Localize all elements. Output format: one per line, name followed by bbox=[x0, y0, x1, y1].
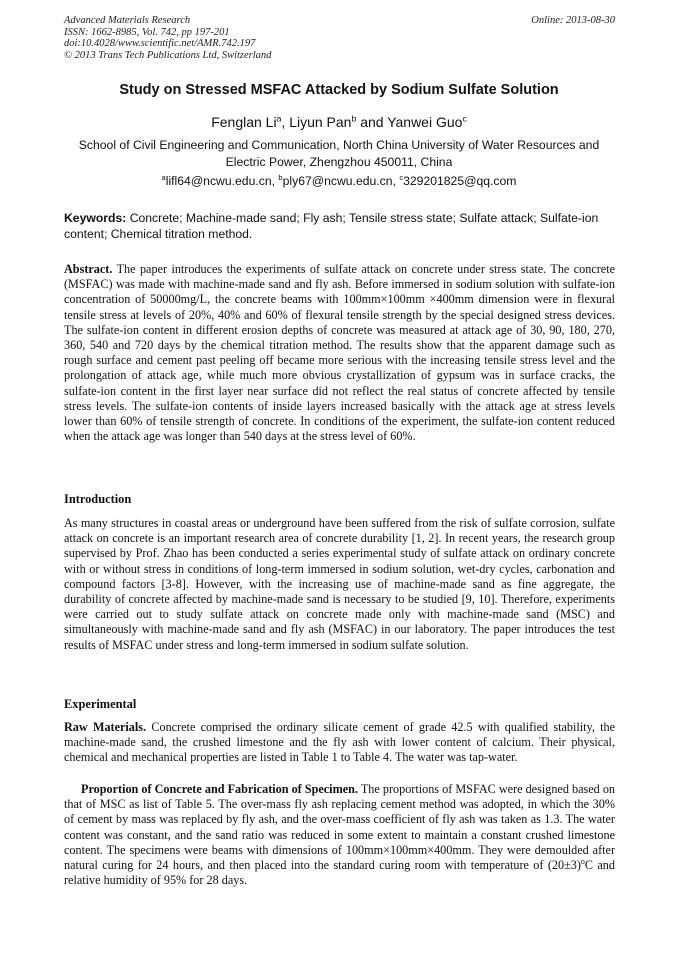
author-superscript: c bbox=[462, 113, 467, 124]
affiliation: School of Civil Engineering and Communication, North China University of Water Resources and Electric Power, Zhengzhou 450011, China bbox=[78, 138, 600, 169]
email-link[interactable]: ply67@ncwu.edu.cn bbox=[282, 174, 393, 188]
author-name: Liyun Pan bbox=[289, 114, 352, 130]
author-superscript: b bbox=[351, 113, 357, 124]
email-superscript: c bbox=[399, 172, 404, 182]
journal-issn: ISSN: 1662-8985, Vol. 742, pp 197-201 bbox=[64, 26, 230, 38]
abstract bbox=[64, 262, 615, 444]
author-name: Yanwei Guo bbox=[387, 114, 463, 130]
abstract-text: The paper introduces the experiments of sulfate attack on concrete under stress state. The concrete (MSFAC) was made with machine-made sand and fly ash. Before immersed in sodium solution with sulfate-ion concentration of 50000mg/L, the concrete beams with 100mm×100mm ×400mm dimension were in flexural tensile stress at levels of 20%, 40% and 60% of flexural tensile strength by the special designed stress devices. The sulfate-ion content in different erosion depths of concrete was measured at attack age of 30, 90, 180, 270, 360, 540 and 720 days by the chemical titration method. The results show that the apparent damage such as rough surface and cement past peeling off became more serious with the increasing tensile stress level and the prolongation of attack age, while much more obvious crystallization of gypsum was in surface cracks, the sulfate-ion content in the first layer near surface did not reflect the real status of concrete affected by tensile stress levels. The sulfate-ion contents of inside layers increased basically with the attack age at stress levels lower than 60% of tensile strength of concrete. In conditions of the experiment, the sulfate-ion content reduced when the attack age was longer than 540 days at the stress level of 60%. bbox=[64, 262, 616, 444]
degree-superscript: o bbox=[580, 856, 585, 866]
journal-copyright: © 2013 Trans Tech Publications Ltd, Switzerland bbox=[64, 49, 272, 61]
email-superscript: b bbox=[278, 172, 283, 182]
proportion-label: Proportion of Concrete and Fabrication of Specimen. bbox=[81, 782, 358, 796]
email-separator: , bbox=[271, 174, 279, 188]
experimental-heading: Experimental bbox=[64, 697, 137, 711]
proportion-paragraph bbox=[64, 782, 615, 888]
proportion-text-end: C and relative humidity of 95% for 28 days. bbox=[64, 858, 615, 888]
author-name: Fenglan Li bbox=[211, 114, 277, 130]
introduction-text: As many structures in coastal areas or underground have been suffered from the risk of sulfate corrosion, sulfate attack on concrete is an important research area of concrete durability [1, 2]. In recent years, the research group supervised by Prof. Zhao has been conducted a series experimental study of sulfate attack on ordinary concrete with or without stress in conditions of long-term immersed in sodium solution, wet-dry cycles, carbonation and compound factors [3-8]. However, with the increasing use of machine-made sand as fine aggregate, the durability of concrete affected by machine-made sand is necessary to be studied [9, 10]. Therefore, experiments were carried out to study sulfate attack on concrete made only with machine-made sand (MSC) and simultaneously with machine-made sand and fly ash (MSFAC) in our laboratory. The paper introduces the test results of MSFAC under stress and long-term immersed in sodium sulfate solution. bbox=[64, 516, 615, 652]
author-superscript: a bbox=[276, 113, 282, 124]
introduction-heading: Introduction bbox=[64, 492, 132, 506]
email-link[interactable]: lifl64@ncwu.edu.cn bbox=[165, 174, 272, 188]
author-separator: and bbox=[356, 114, 388, 130]
keywords-text: Concrete; Machine-made sand; Fly ash; Tensile stress state; Sulfate attack; Sulfate-ion content; Chemical titration method. bbox=[64, 211, 599, 241]
paper-title: Study on Stressed MSFAC Attacked by Sodium Sulfate Solution bbox=[119, 82, 559, 98]
author-list bbox=[0, 114, 678, 130]
journal-header bbox=[64, 15, 271, 61]
journal-doi: doi:10.4028/www.scientific.net/AMR.742.197 bbox=[64, 38, 256, 49]
email-link[interactable]: 329201825@qq.com bbox=[403, 174, 517, 188]
raw-materials-text: Concrete comprised the ordinary silicate cement of grade 42.5 with qualified stability, the machine-made sand, the crushed limestone and the fly ash with lower content of calcium. Their physical, chemical and mechanical properties are listed in Table 1 to Table 4. The water was tap-water. bbox=[64, 720, 616, 765]
journal-name: Advanced Materials Research bbox=[64, 15, 191, 26]
email-separator: , bbox=[392, 174, 400, 188]
abstract-label: Abstract. bbox=[64, 262, 113, 276]
proportion-text: The proportions of MSFAC were designed based on that of MSC as list of Table 5. The over-mass fly ash replacing cement method was adopted, in which the 30% of cement by mass was replaced by fly ash, and the over-mass coefficient of fly ash was taken as 1.3. The water content was constant, and the sand ratio was reduced in some extent to maintain a constant crushed limestone content. The specimens were beams with dimensions of 100mm×100mm×400mm. They were demoulded after natural curing for 24 hours, and then placed into the standard curing room with temperature of (20±3) bbox=[64, 782, 616, 873]
author-separator: , bbox=[281, 114, 290, 130]
email-superscript: a bbox=[161, 172, 166, 182]
raw-materials-paragraph bbox=[64, 720, 615, 766]
keywords bbox=[64, 211, 615, 242]
online-date: Online: 2013-08-30 bbox=[531, 15, 615, 26]
raw-materials-label: Raw Materials. bbox=[64, 720, 147, 734]
email-list bbox=[0, 174, 678, 188]
keywords-label: Keywords: bbox=[64, 211, 127, 225]
